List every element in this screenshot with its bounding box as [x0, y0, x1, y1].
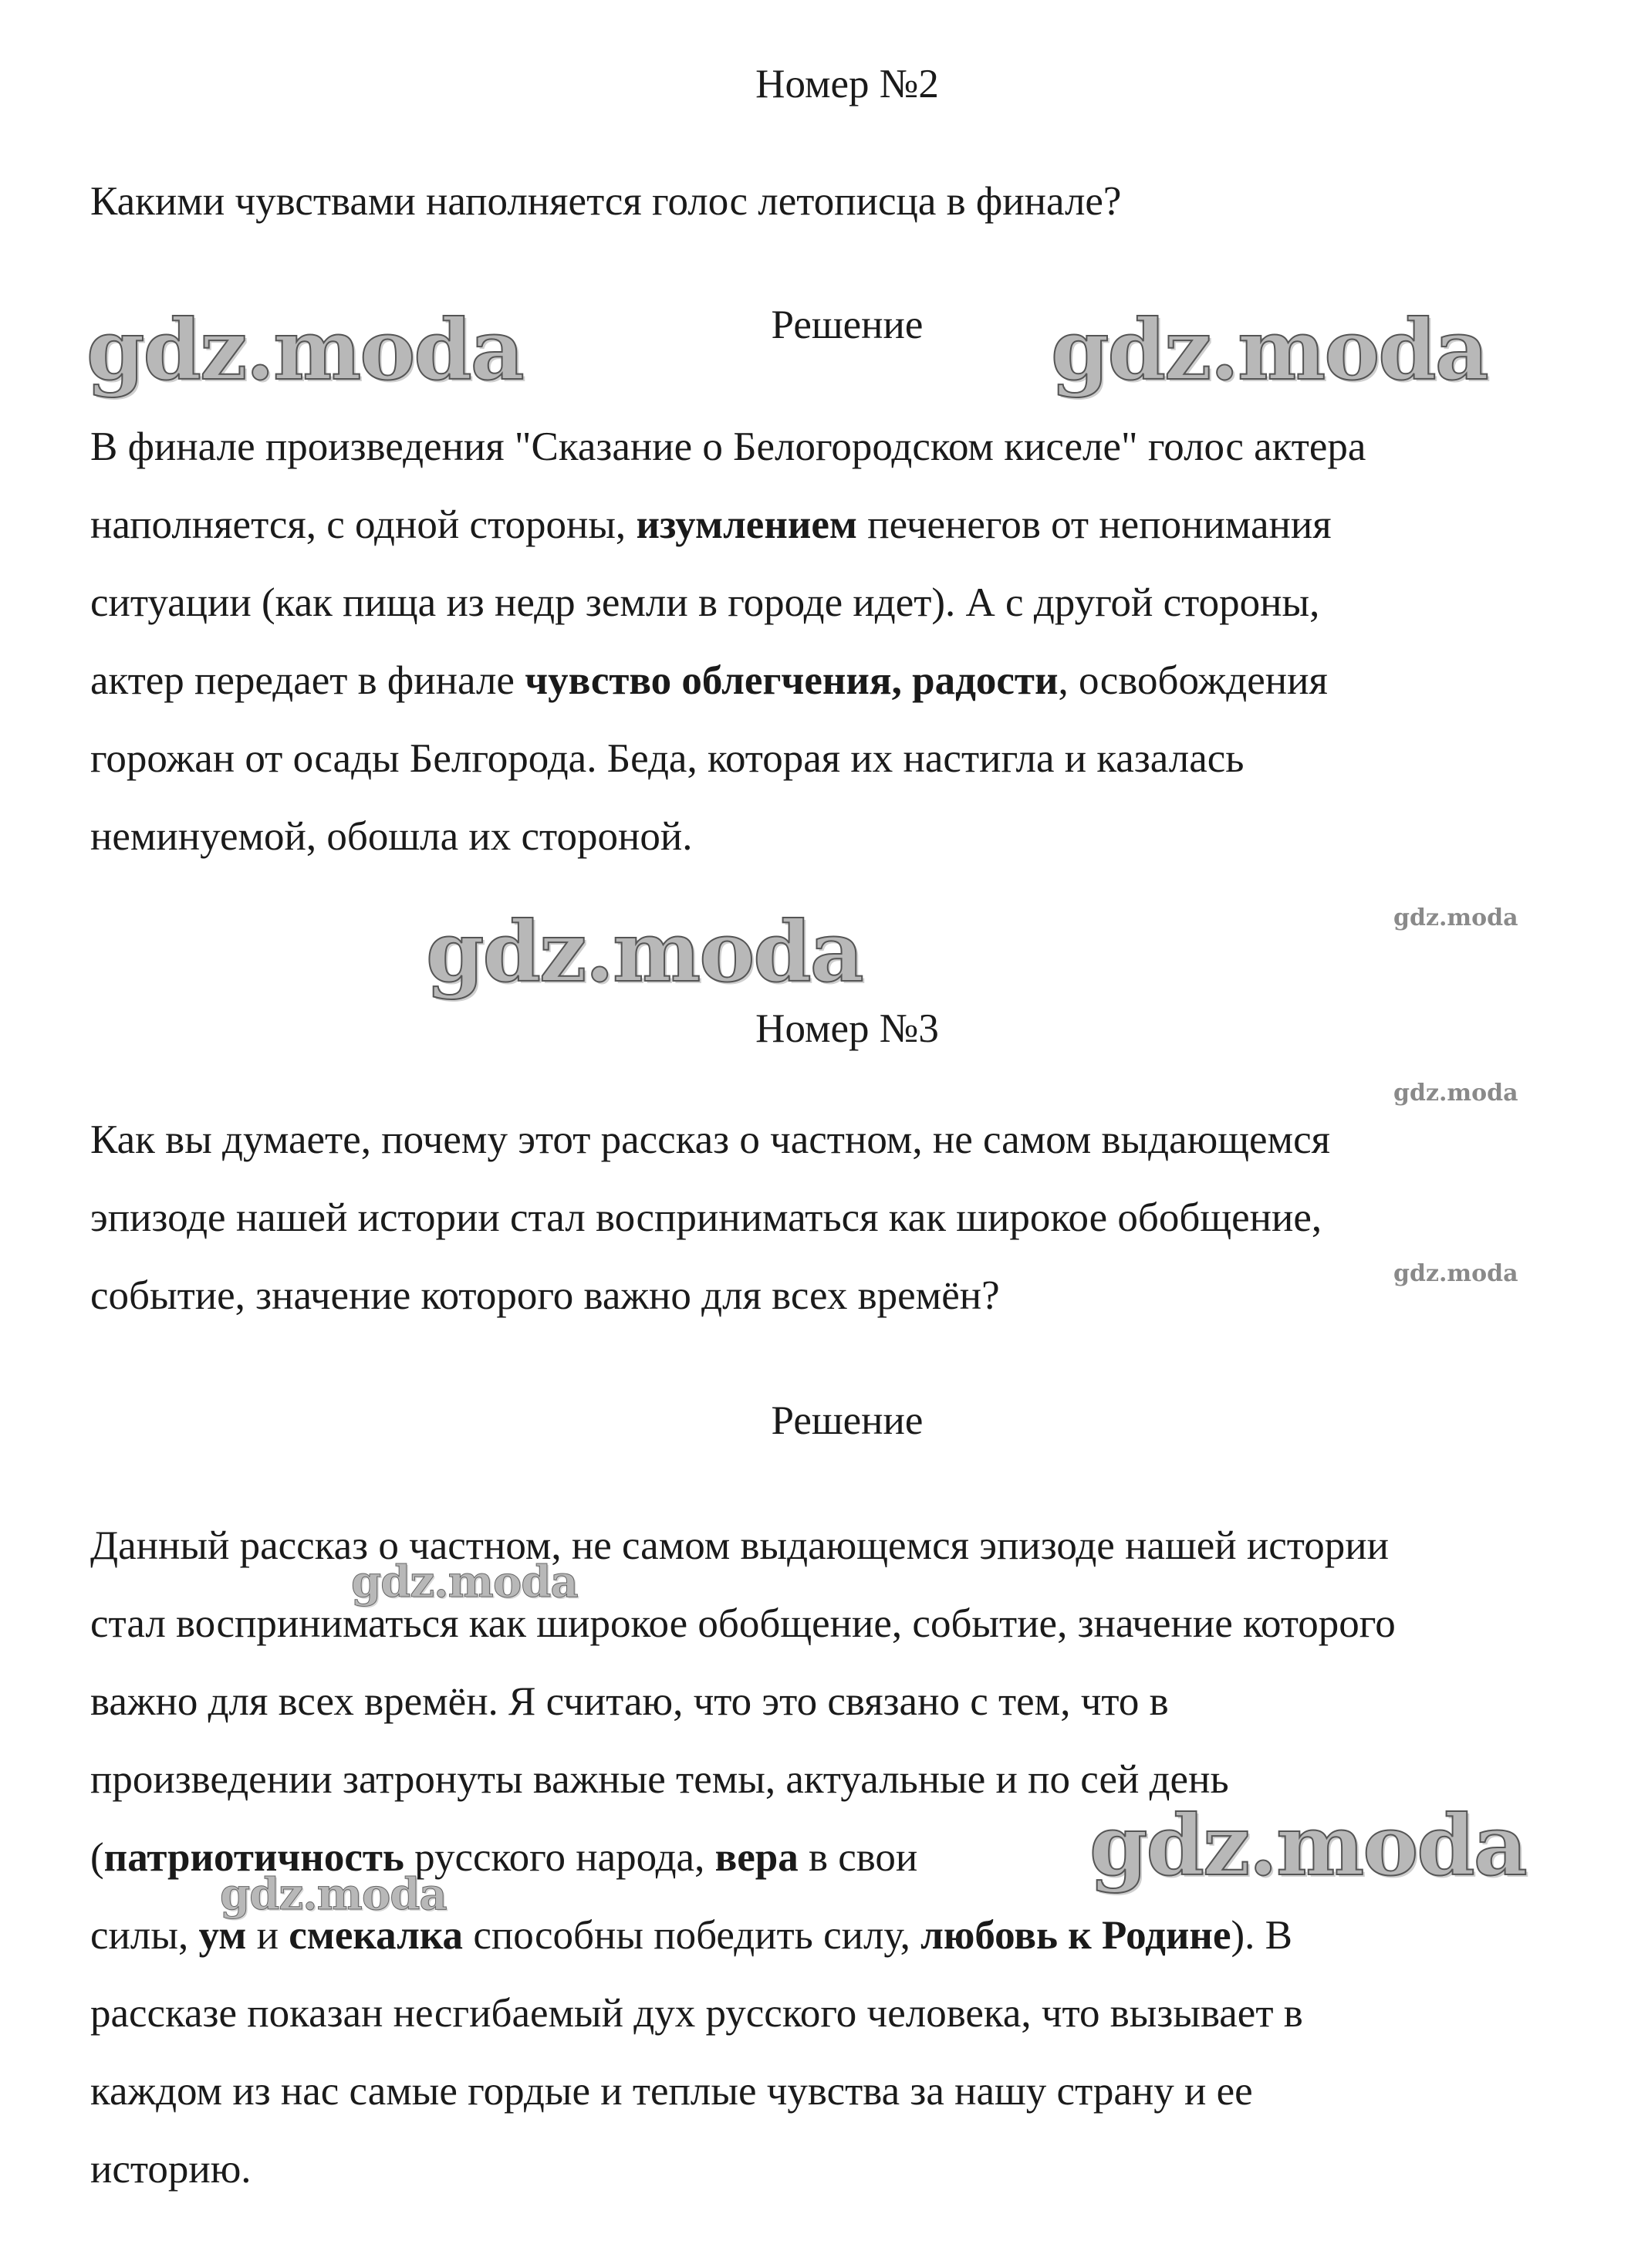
answer-text: русского народа, — [404, 1835, 715, 1880]
section2-answer-line — [90, 501, 1332, 550]
answer-emphasis: смекалка — [289, 1913, 464, 1958]
watermark: gdz.moda — [1089, 1797, 1526, 1895]
section3-answer-line: произведении затронуты важные темы, актуальные и по сей день — [90, 1757, 1229, 1802]
section2-answer-line: неминуемой, обошла их стороной. — [90, 814, 693, 859]
watermark: gdz.moda — [220, 1869, 447, 1920]
answer-text: актер передает в финале — [90, 658, 525, 703]
watermark: gdz.moda — [1051, 302, 1488, 399]
watermark: gdz.moda — [1393, 904, 1518, 931]
section2-solution-heading: Решение — [771, 303, 924, 347]
watermark: gdz.moda — [1393, 1080, 1518, 1107]
section2-answer-line — [90, 657, 1328, 706]
section3-answer-line: стал восприниматься как широкое обобщение, событие, значение которого — [90, 1601, 1396, 1646]
answer-emphasis: вера — [714, 1835, 799, 1880]
answer-text: печенегов от непонимания — [857, 502, 1332, 547]
watermark: gdz.moda — [1393, 1260, 1518, 1287]
section2-answer-line: ситуации (как пища из недр земли в городе идет). А с другой стороны, — [90, 580, 1320, 625]
section3-question-line: Как вы думаете, почему этот рассказ о частном, не самом выдающемся — [90, 1117, 1331, 1162]
answer-text: в свои — [798, 1835, 918, 1880]
section3-answer-line — [90, 1834, 917, 1883]
answer-emphasis: ум — [198, 1913, 247, 1958]
section2-answer-line: В финале произведения "Сказание о Белогородском киселе" голос актера — [90, 424, 1366, 469]
answer-text: ( — [90, 1835, 104, 1880]
answer-text: , освобождения — [1058, 658, 1328, 703]
section3-answer-line: историю. — [90, 2147, 252, 2192]
answer-emphasis: изумлением — [636, 502, 858, 547]
section2-number: Номер №2 — [755, 62, 939, 106]
section3-question-line: событие, значение которого важно для всех времён? — [90, 1273, 1000, 1318]
section3-number: Номер №3 — [755, 1006, 939, 1051]
section3-answer-line: Данный рассказ о частном, не самом выдающемся эпизоде нашей истории — [90, 1523, 1389, 1568]
watermark: gdz.moda — [351, 1557, 578, 1607]
answer-emphasis: чувство облегчения, радости — [525, 658, 1059, 703]
section3-question-line: эпизоде нашей истории стал восприниматься как широкое обобщение, — [90, 1195, 1322, 1240]
section3-answer-line: важно для всех времён. Я считаю, что это связано с тем, что в — [90, 1679, 1169, 1724]
section3-solution-heading: Решение — [771, 1398, 924, 1443]
answer-text: силы, — [90, 1913, 199, 1958]
section3-answer-line: рассказе показан несгибаемый дух русского человека, что вызывает в — [90, 1991, 1303, 2036]
answer-text: способны победить силу, — [463, 1913, 921, 1958]
answer-text: наполняется, с одной стороны, — [90, 502, 637, 547]
section2-answer-line: горожан от осады Белгорода. Беда, которая их настигла и казалась — [90, 736, 1245, 781]
section2-question: Какими чувствами наполняется голос летописца в финале? — [90, 179, 1122, 224]
watermark: gdz.moda — [426, 904, 863, 1001]
section3-answer-line: каждом из нас самые гордые и теплые чувства за нашу страну и ее — [90, 2069, 1253, 2114]
answer-emphasis: любовь к Родине — [920, 1913, 1231, 1958]
answer-text: ). В — [1231, 1913, 1292, 1958]
watermark: gdz.moda — [86, 302, 523, 399]
answer-text: и — [246, 1913, 289, 1958]
answer-emphasis: патриотичность — [103, 1835, 404, 1880]
